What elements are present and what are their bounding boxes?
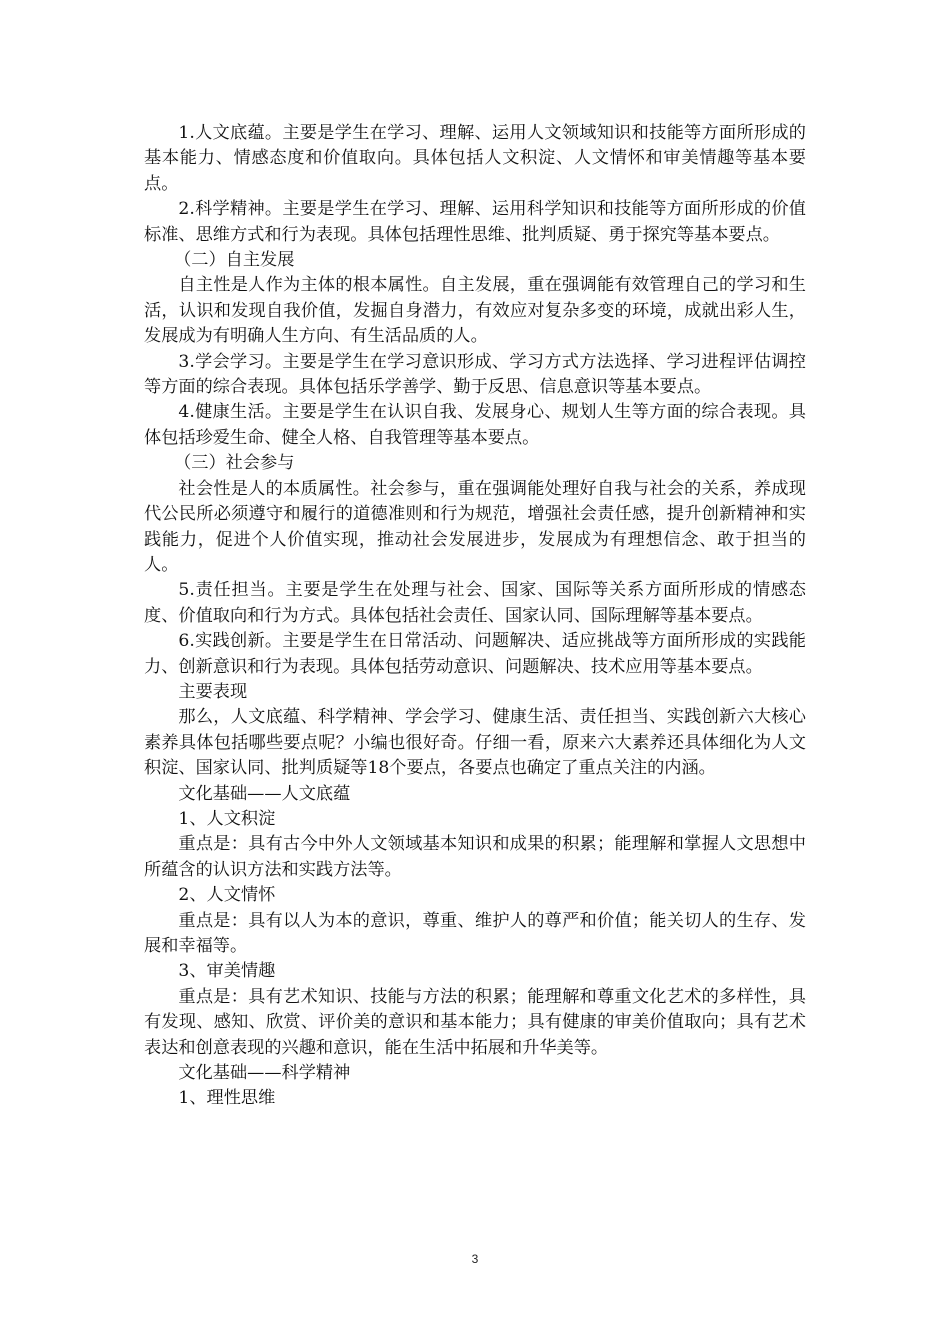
paragraph-responsibility: 5.责任担当。主要是学生在处理与社会、国家、国际等关系方面所形成的情感态度、价值取向和行为方式。具体包括社会责任、国家认同、国际理解等基本要点。 <box>144 580 806 626</box>
paragraph-practice-innovation: 6.实践创新。主要是学生在日常活动、问题解决、适应挑战等方面所形成的实践能力、创新意识和行为表现。具体包括劳动意识、问题解决、技术应用等基本要点。 <box>144 631 806 677</box>
page-number: 3 <box>471 1252 479 1266</box>
item-heading-aesthetic-taste: 3、审美情趣 <box>178 961 276 982</box>
section-heading-autonomous-development: （二）自主发展 <box>174 250 295 271</box>
paragraph-humanistic-care: 重点是：具有以人为本的意识，尊重、维护人的尊严和价值；能关切人的生存、发展和幸福等。 <box>144 910 806 956</box>
subheading-science-foundation: 文化基础——科学精神 <box>178 1063 351 1084</box>
paragraph-sociality: 社会性是人的本质属性。社会参与，重在强调能处理好自我与社会的关系，养成现代公民所必须遵守和履行的道德准则和行为规范，增强社会责任感，提升创新精神和实践能力，促进个人价值实现，推动社会发展进步，发展成为有理想信念、敢于担当的人。 <box>144 478 806 575</box>
item-heading-rational-thinking: 1、理性思维 <box>178 1088 276 1109</box>
subheading-main-performance: 主要表现 <box>178 681 248 702</box>
paragraph-humanities-accumulation: 重点是：具有古今中外人文领域基本知识和成果的积累；能理解和掌握人文思想中所蕴含的认识方法和实践方法等。 <box>144 834 806 880</box>
subheading-humanities-foundation: 文化基础——人文底蕴 <box>178 783 351 804</box>
section-heading-social-participation: （三）社会参与 <box>174 453 295 474</box>
item-heading-humanities-accumulation: 1、人文积淀 <box>178 808 276 829</box>
paragraph-healthy-living: 4.健康生活。主要是学生在认识自我、发展身心、规划人生等方面的综合表现。具体包括珍爱生命、健全人格、自我管理等基本要点。 <box>144 402 806 448</box>
body-text <box>144 121 806 1112</box>
paragraph-learning-to-learn: 3.学会学习。主要是学生在学习意识形成、学习方式方法选择、学习进程评估调控等方面的综合表现。具体包括乐学善学、勤于反思、信息意识等基本要点。 <box>144 351 806 398</box>
paragraph-aesthetic-taste: 重点是：具有艺术知识、技能与方法的积累；能理解和尊重文化艺术的多样性，具有发现、感知、欣赏、评价美的意识和基本能力；具有健康的审美价值取向；具有艺术表达和创意表现的兴趣和意识，能在生活中拓展和升华美等。 <box>144 986 806 1058</box>
paragraph-eighteen-points: 那么，人文底蕴、科学精神、学会学习、健康生活、责任担当、实践创新六大核心素养具体包括哪些要点呢？小编也很好奇。仔细一看，原来六大素养还具体细化为人文积淀、国家认同、批判质疑等18个要点，各要点也确定了重点关注的内涵。 <box>144 707 806 779</box>
paragraph-autonomy: 自主性是人作为主体的根本属性。自主发展，重在强调能有效管理自己的学习和生活，认识和发现自我价值，发掘自身潜力，有效应对复杂多变的环境，成就出彩人生，发展成为有明确人生方向、有生活品质的人。 <box>144 275 806 347</box>
item-heading-humanistic-care: 2、人文情怀 <box>178 885 276 906</box>
paragraph-science-spirit: 2.科学精神。主要是学生在学习、理解、运用科学知识和技能等方面所形成的价值标准、思维方式和行为表现。具体包括理性思维、批判质疑、勇于探究等基本要点。 <box>144 199 806 245</box>
paragraph-humanities: 1.人文底蕴。主要是学生在学习、理解、运用人文领域知识和技能等方面所形成的基本能力、情感态度和价值取向。具体包括人文积淀、人文情怀和审美情趣等基本要点。 <box>144 123 806 194</box>
